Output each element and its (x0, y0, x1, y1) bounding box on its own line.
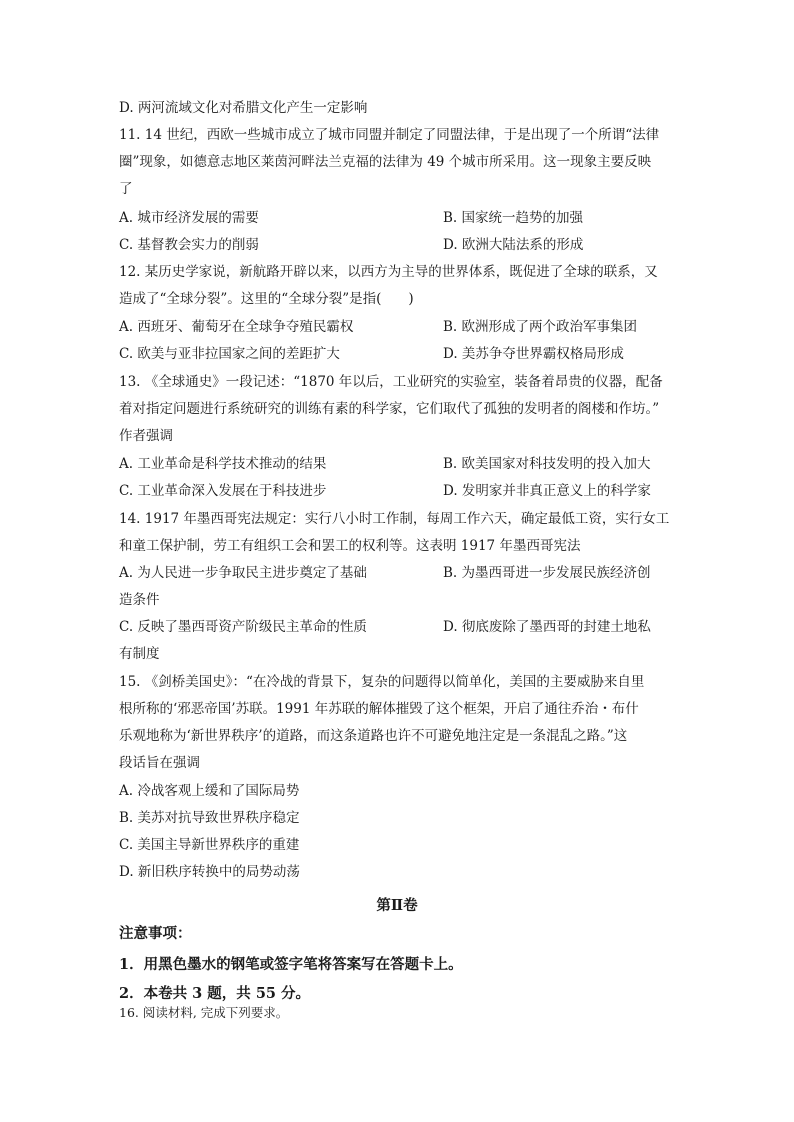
q13-option-a: A. 工业革命是科学技术推动的结果 (119, 456, 327, 472)
q15-option-c: C. 美国主导新世界秩序的重建 (119, 837, 300, 853)
q14-option-d-continued: 有制度 (119, 646, 160, 662)
q14-option-c: C. 反映了墨西哥资产阶级民主革命的性质 (119, 619, 367, 635)
q11-stem-line-2: 圈”现象，如德意志地区莱茵河畔法兰克福的法律为 49 个城市所采用。这一现象主要反映 (119, 154, 652, 170)
q13-stem-line-1: 13. 《全球通史》一段记述：“1870 年以后，工业研究的实验室，装备着昂贵的仪器，配备 (119, 374, 663, 390)
q14-stem-line-1: 14. 1917 年墨西哥宪法规定：实行八小时工作制，每周工作六天，确定最低工资，实行女工 (119, 511, 670, 527)
q13-stem-line-2: 着对指定问题进行系统研究的训练有素的科学家，它们取代了孤独的发明者的阁楼和作坊。” (119, 401, 660, 417)
q16-intro: 16. 阅读材料, 完成下列要求。 (119, 1005, 289, 1020)
q10-option-d: D. 两河流域文化对希腊文化产生一定影响 (119, 100, 368, 116)
notice-item-1: 1．用黑色墨水的钢笔或签字笔将答案写在答题卡上。 (119, 956, 463, 973)
section-2-title: 第Ⅱ卷 (376, 897, 418, 914)
q13-option-d: D. 发明家并非真正意义上的科学家 (443, 483, 651, 499)
q12-option-b: B. 欧洲形成了两个政治军事集团 (443, 319, 638, 335)
q12-stem-line-1: 12. 某历史学家说，新航路开辟以来，以西方为主导的世界体系，既促进了全球的联系，又 (119, 264, 658, 280)
q11-stem-line-3: 了 (119, 181, 133, 197)
q15-stem-line-2: 根所称的‘邪恶帝国’苏联。1991 年苏联的解体摧毁了这个框架，开启了通往乔治・布什 (119, 701, 639, 717)
q12-stem-line-2: 造成了“全球分裂”。这里的“全球分裂”是指( ) (119, 291, 414, 307)
q11-option-c: C. 基督教会实力的削弱 (119, 237, 259, 253)
q14-option-a: A. 为人民进一步争取民主进步奠定了基础 (119, 565, 367, 581)
notice-heading: 注意事项： (119, 925, 192, 942)
q11-stem-line-1: 11. 14 世纪，西欧一些城市成立了城市同盟并制定了同盟法律，于是出现了一个所谓“法律 (119, 127, 660, 143)
q15-option-d: D. 新旧秩序转换中的局势动荡 (119, 864, 300, 880)
q15-stem-line-1: 15. 《剑桥美国史》：“在冷战的背景下，复杂的问题得以简单化，美国的主要威胁来自里 (119, 674, 645, 690)
q12-option-a: A. 西班牙、葡萄牙在全球争夺殖民霸权 (119, 319, 354, 335)
q14-stem-line-2: 和童工保护制，劳工有组织工会和罢工的权利等。这表明 1917 年墨西哥宪法 (119, 538, 581, 554)
q13-stem-line-3: 作者强调 (119, 428, 173, 444)
q13-option-b: B. 欧美国家对科技发明的投入加大 (443, 456, 651, 472)
q11-option-b: B. 国家统一趋势的加强 (443, 210, 584, 226)
q11-option-d: D. 欧洲大陆法系的形成 (443, 237, 584, 253)
q15-stem-line-3: 乐观地称为‘新世界秩序’的道路，而这条道路也许不可避免地注定是一条混乱之路。”这 (119, 728, 628, 744)
q15-option-a: A. 冷战客观上缓和了国际局势 (119, 783, 300, 799)
q14-option-d: D. 彻底废除了墨西哥的封建土地私 (443, 619, 651, 635)
q12-option-c: C. 欧美与亚非拉国家之间的差距扩大 (119, 346, 340, 362)
q14-option-b: B. 为墨西哥进一步发展民族经济创 (443, 565, 651, 581)
q11-option-a: A. 城市经济发展的需要 (119, 210, 259, 226)
q14-option-b-continued: 造条件 (119, 592, 160, 608)
q13-option-c: C. 工业革命深入发展在于科技进步 (119, 483, 327, 499)
q15-option-b: B. 美苏对抗导致世界秩序稳定 (119, 810, 300, 826)
notice-item-2: 2．本卷共 3 题，共 55 分。 (119, 985, 311, 1002)
q12-option-d: D. 美苏争夺世界霸权格局形成 (443, 346, 624, 362)
q15-stem-line-4: 段话旨在强调 (119, 755, 200, 771)
